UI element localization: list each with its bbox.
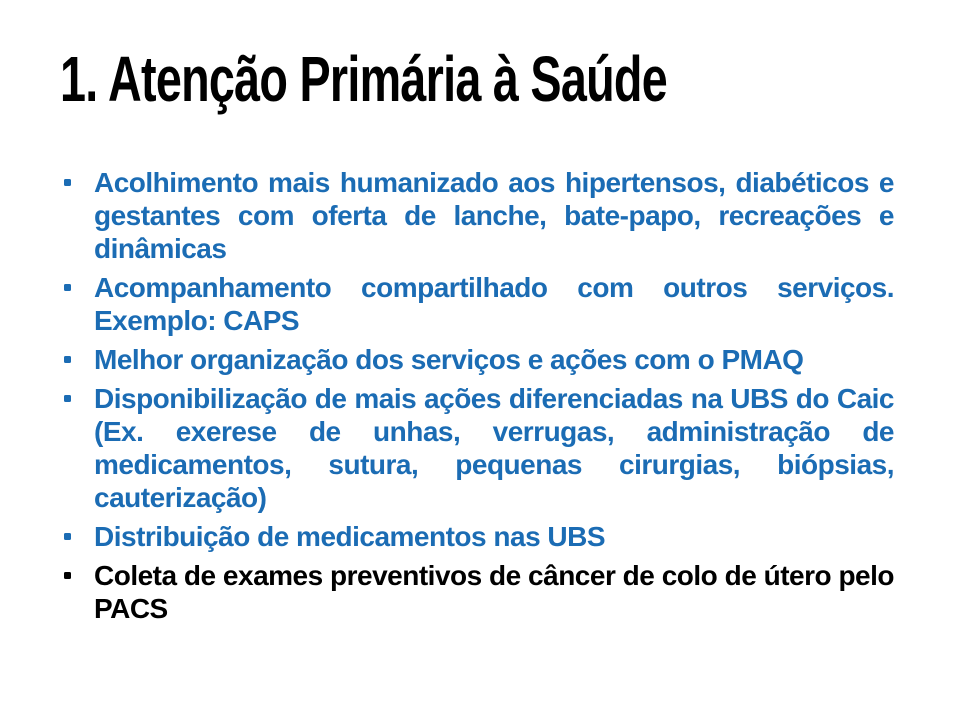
bullet-item (60, 271, 894, 337)
bullet-square-icon (64, 395, 71, 402)
bullet-square-icon (64, 356, 71, 363)
bullet-text: Acompanhamento compartilhado com outros serviços. Exemplo: CAPS (94, 272, 894, 336)
bullet-item (60, 343, 894, 376)
bullet-text: Distribuição de medicamentos nas UBS (94, 521, 606, 552)
bullet-text: Melhor organização dos serviços e ações com o PMAQ (94, 344, 804, 375)
bullet-item (60, 559, 894, 625)
bullet-text: Acolhimento mais humanizado aos hipertensos, diabéticos e gestantes com oferta de lanche, bate-papo, recreações e dinâmicas (94, 167, 894, 264)
slide-title: 1. Atenção Primária à Saúde (60, 43, 667, 115)
bullet-text: Coleta de exames preventivos de câncer de colo de útero pelo PACS (94, 560, 894, 624)
bullet-square-icon (64, 572, 71, 579)
bullet-square-icon (64, 284, 71, 291)
bullet-text: Disponibilização de mais ações diferenciadas na UBS do Caic (Ex. exerese de unhas, verrugas, administração de medicamentos, sutura, pequenas cirurgias, biópsias, cauterização) (94, 383, 894, 513)
bullet-item (60, 520, 894, 553)
bullet-square-icon (64, 179, 71, 186)
bullet-square-icon (64, 533, 71, 540)
bullet-item (60, 166, 894, 265)
bullet-item (60, 382, 894, 514)
bullet-list (60, 166, 894, 625)
